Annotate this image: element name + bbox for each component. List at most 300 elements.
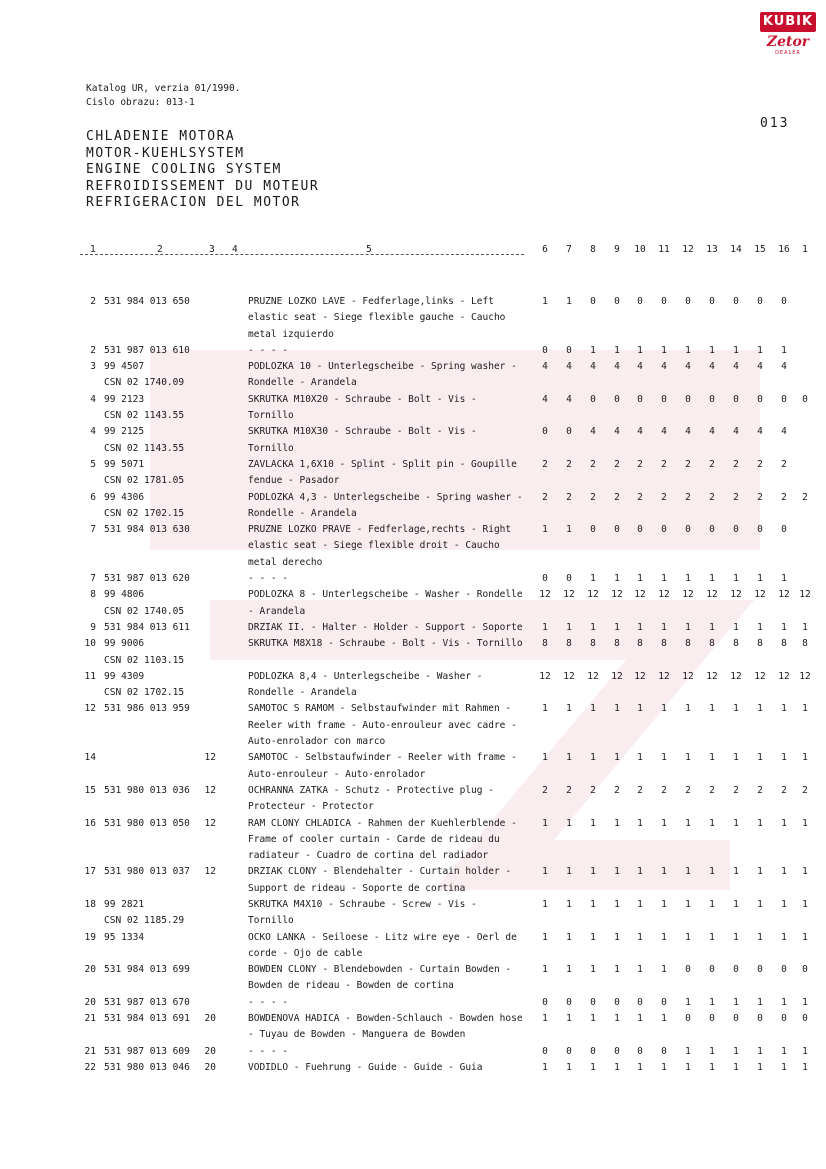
quantity-cell: 1 bbox=[685, 866, 691, 878]
quantity-cell: 1 bbox=[566, 817, 572, 829]
position-number: 16 bbox=[84, 817, 96, 829]
quantity-cell: 1 bbox=[566, 964, 572, 976]
table-row bbox=[0, 457, 826, 490]
part-number: 531 987 013 609 bbox=[104, 1045, 190, 1057]
part-number: 99 4309 bbox=[104, 670, 145, 682]
quantity-cell: 1 bbox=[802, 817, 808, 829]
quantity-cell: 1 bbox=[590, 752, 596, 764]
table-row bbox=[0, 571, 826, 587]
table-row bbox=[0, 1060, 826, 1076]
quantity-cell: 1 bbox=[566, 296, 572, 307]
quantity-cell: 8 bbox=[757, 638, 763, 650]
quantity-cell: 1 bbox=[542, 898, 548, 910]
position-number: 7 bbox=[90, 573, 96, 585]
quantity-cell: 4 bbox=[590, 361, 596, 373]
quantity-cell: 12 bbox=[730, 589, 742, 601]
quantity-cell: 2 bbox=[637, 784, 643, 796]
title-sk: CHLADENIE MOTORA bbox=[86, 129, 236, 144]
quantity-cell: 1 bbox=[802, 1061, 808, 1073]
table-row bbox=[0, 1044, 826, 1060]
quantity-cell: 1 bbox=[685, 573, 691, 585]
quantity-cell: 1 bbox=[781, 621, 787, 633]
quantity-cell: 0 bbox=[637, 524, 643, 536]
quantity-cell: 0 bbox=[566, 426, 572, 438]
part-description: DRZIAK II. - Halter - Holder - Support - Soporte bbox=[248, 621, 523, 633]
quantity-cell: 8 bbox=[661, 638, 667, 650]
csn-standard: CSN 02 1103.15 bbox=[104, 654, 185, 666]
quantity-cell: 1 bbox=[614, 703, 620, 715]
table-row bbox=[0, 522, 826, 571]
quantity-cell: 1 bbox=[614, 817, 620, 829]
reference-position: 20 bbox=[204, 1013, 216, 1025]
header-qty: 9 bbox=[614, 244, 620, 255]
quantity-cell: 1 bbox=[709, 866, 715, 878]
quantity-cell: 8 bbox=[566, 638, 572, 650]
csn-standard: CSN 02 1143.55 bbox=[104, 410, 185, 422]
quantity-cell: 1 bbox=[590, 621, 596, 633]
quantity-cell: 0 bbox=[566, 344, 572, 356]
csn-standard: CSN 02 1781.05 bbox=[104, 475, 185, 487]
quantity-cell: 2 bbox=[590, 458, 596, 470]
figure-number: Cislo obrazu: 013-1 bbox=[86, 97, 195, 108]
quantity-cell: 1 bbox=[542, 1061, 548, 1073]
quantity-cell: 1 bbox=[802, 898, 808, 910]
quantity-cell: 1 bbox=[661, 573, 667, 585]
part-number: 531 984 013 699 bbox=[104, 964, 190, 976]
part-number: 99 5071 bbox=[104, 458, 145, 470]
quantity-cell: 2 bbox=[781, 784, 787, 796]
quantity-cell: 1 bbox=[733, 703, 739, 715]
quantity-cell: 0 bbox=[637, 996, 643, 1008]
quantity-cell: 1 bbox=[781, 703, 787, 715]
quantity-cell: 2 bbox=[566, 491, 572, 503]
quantity-cell: 1 bbox=[709, 931, 715, 943]
table-row bbox=[0, 392, 826, 425]
part-number: 531 984 013 691 bbox=[104, 1013, 190, 1025]
part-number: 99 4507 bbox=[104, 361, 145, 373]
quantity-cell: 0 bbox=[590, 393, 596, 405]
quantity-cell: 0 bbox=[781, 964, 787, 976]
quantity-cell: 2 bbox=[733, 491, 739, 503]
quantity-cell: 0 bbox=[614, 1045, 620, 1057]
quantity-cell: 1 bbox=[661, 931, 667, 943]
quantity-cell: 2 bbox=[614, 784, 620, 796]
quantity-cell: 12 bbox=[563, 670, 575, 682]
quantity-cell: 0 bbox=[685, 296, 691, 307]
part-number: 99 4806 bbox=[104, 589, 145, 601]
quantity-cell: 0 bbox=[542, 573, 548, 585]
position-number: 12 bbox=[84, 703, 96, 715]
header-dashed-line bbox=[80, 254, 524, 255]
quantity-cell: 4 bbox=[757, 426, 763, 438]
quantity-cell: 1 bbox=[637, 898, 643, 910]
quantity-cell: 1 bbox=[661, 703, 667, 715]
part-description: SKRUTKA M10X20 - Schraube - Bolt - Vis - Tornillo bbox=[248, 393, 477, 422]
quantity-cell: 4 bbox=[733, 426, 739, 438]
quantity-cell: 1 bbox=[542, 1013, 548, 1025]
quantity-cell: 4 bbox=[685, 361, 691, 373]
quantity-cell: 1 bbox=[757, 1045, 763, 1057]
quantity-cell: 12 bbox=[778, 670, 790, 682]
quantity-cell: 1 bbox=[781, 898, 787, 910]
part-description: BOWDEN CLONY - Blendebowden - Curtain Bowden - Bowden de rideau - Bowden de cortina bbox=[248, 964, 512, 992]
quantity-cell: 1 bbox=[542, 703, 548, 715]
quantity-cell: 8 bbox=[637, 638, 643, 650]
quantity-cell: 1 bbox=[637, 703, 643, 715]
quantity-cell: 1 bbox=[757, 573, 763, 585]
table-row bbox=[0, 620, 826, 636]
quantity-cell: 1 bbox=[781, 817, 787, 829]
quantity-cell: 1 bbox=[614, 931, 620, 943]
quantity-cell: 0 bbox=[709, 964, 715, 976]
logo-zetor: Zetor bbox=[766, 34, 810, 50]
quantity-cell: 0 bbox=[542, 996, 548, 1008]
quantity-cell: 0 bbox=[614, 996, 620, 1008]
quantity-cell: 12 bbox=[799, 589, 811, 601]
quantity-cell: 1 bbox=[757, 931, 763, 943]
part-number: 531 980 013 037 bbox=[104, 866, 190, 878]
header-qty: 13 bbox=[706, 244, 718, 255]
quantity-cell: 1 bbox=[781, 344, 787, 356]
quantity-cell: 1 bbox=[757, 752, 763, 764]
table-header bbox=[0, 244, 826, 258]
quantity-cell: 12 bbox=[587, 670, 599, 682]
part-number: 531 987 013 670 bbox=[104, 996, 190, 1008]
quantity-cell: 2 bbox=[542, 784, 548, 796]
header-qty: 14 bbox=[730, 244, 742, 255]
quantity-cell: 1 bbox=[614, 344, 620, 356]
quantity-cell: 1 bbox=[614, 964, 620, 976]
quantity-cell: 1 bbox=[661, 964, 667, 976]
quantity-cell: 2 bbox=[781, 491, 787, 503]
part-description: - - - - bbox=[248, 573, 289, 585]
quantity-cell: 12 bbox=[799, 670, 811, 682]
quantity-cell: 1 bbox=[566, 866, 572, 878]
quantity-cell: 1 bbox=[757, 703, 763, 715]
quantity-cell: 0 bbox=[566, 573, 572, 585]
quantity-cell: 12 bbox=[539, 670, 551, 682]
quantity-cell: 12 bbox=[539, 589, 551, 601]
quantity-cell: 0 bbox=[590, 524, 596, 536]
csn-standard: CSN 02 1702.15 bbox=[104, 507, 185, 519]
section-titles bbox=[86, 129, 319, 212]
quantity-cell: 2 bbox=[733, 784, 739, 796]
part-description: SKRUTKA M4X10 - Schraube - Screw - Vis - Tornillo bbox=[248, 898, 477, 927]
quantity-cell: 1 bbox=[590, 1013, 596, 1025]
quantity-cell: 1 bbox=[637, 866, 643, 878]
quantity-cell: 1 bbox=[757, 344, 763, 356]
reference-position: 20 bbox=[204, 1061, 216, 1073]
part-number: 531 984 013 630 bbox=[104, 524, 190, 536]
quantity-cell: 12 bbox=[634, 670, 646, 682]
table-row bbox=[0, 587, 826, 620]
table-row bbox=[0, 359, 826, 392]
quantity-cell: 12 bbox=[754, 589, 766, 601]
quantity-cell: 1 bbox=[733, 996, 739, 1008]
quantity-cell: 0 bbox=[685, 964, 691, 976]
quantity-cell: 2 bbox=[590, 784, 596, 796]
quantity-cell: 0 bbox=[685, 1013, 691, 1025]
quantity-cell: 1 bbox=[733, 898, 739, 910]
quantity-cell: 0 bbox=[757, 1013, 763, 1025]
quantity-cell: 1 bbox=[661, 1061, 667, 1073]
table-row bbox=[0, 636, 826, 669]
quantity-cell: 1 bbox=[733, 621, 739, 633]
quantity-cell: 2 bbox=[685, 458, 691, 470]
quantity-cell: 2 bbox=[802, 784, 808, 796]
quantity-cell: 1 bbox=[733, 931, 739, 943]
quantity-cell: 1 bbox=[542, 621, 548, 633]
table-row bbox=[0, 750, 826, 783]
quantity-cell: 4 bbox=[614, 361, 620, 373]
quantity-cell: 0 bbox=[566, 1045, 572, 1057]
quantity-cell: 1 bbox=[781, 866, 787, 878]
quantity-cell: 2 bbox=[757, 491, 763, 503]
quantity-cell: 8 bbox=[709, 638, 715, 650]
quantity-cell: 1 bbox=[802, 866, 808, 878]
quantity-cell: 1 bbox=[637, 1013, 643, 1025]
quantity-cell: 12 bbox=[682, 670, 694, 682]
quantity-cell: 1 bbox=[733, 1061, 739, 1073]
quantity-cell: 1 bbox=[733, 817, 739, 829]
quantity-cell: 0 bbox=[661, 393, 667, 405]
quantity-cell: 2 bbox=[614, 458, 620, 470]
position-number: 3 bbox=[90, 361, 96, 373]
table-row bbox=[0, 669, 826, 702]
quantity-cell: 1 bbox=[661, 1013, 667, 1025]
quantity-cell: 1 bbox=[685, 703, 691, 715]
quantity-cell: 8 bbox=[542, 638, 548, 650]
quantity-cell: 0 bbox=[733, 296, 739, 307]
part-number: 99 9006 bbox=[104, 638, 145, 650]
catalog-version: Katalog UR, verzia 01/1990. bbox=[86, 83, 241, 94]
quantity-cell: 0 bbox=[757, 296, 763, 307]
quantity-cell: 1 bbox=[757, 996, 763, 1008]
quantity-cell: 1 bbox=[661, 752, 667, 764]
quantity-cell: 1 bbox=[614, 573, 620, 585]
quantity-cell: 1 bbox=[709, 996, 715, 1008]
title-fr: REFROIDISSEMENT DU MOTEUR bbox=[86, 178, 320, 194]
table-row bbox=[0, 995, 826, 1011]
quantity-cell: 1 bbox=[781, 1061, 787, 1073]
quantity-cell: 1 bbox=[757, 1061, 763, 1073]
quantity-cell: 1 bbox=[709, 703, 715, 715]
quantity-cell: 1 bbox=[661, 621, 667, 633]
quantity-cell: 4 bbox=[590, 426, 596, 438]
part-number: 531 987 013 620 bbox=[104, 573, 190, 585]
quantity-cell: 1 bbox=[685, 898, 691, 910]
position-number: 20 bbox=[84, 996, 96, 1008]
parts-table bbox=[0, 294, 826, 1076]
quantity-cell: 0 bbox=[637, 296, 643, 307]
position-number: 4 bbox=[90, 426, 96, 438]
quantity-cell: 1 bbox=[590, 866, 596, 878]
quantity-cell: 4 bbox=[637, 426, 643, 438]
quantity-cell: 1 bbox=[709, 898, 715, 910]
position-number: 5 bbox=[90, 458, 96, 470]
position-number: 11 bbox=[84, 670, 96, 682]
table-row bbox=[0, 490, 826, 523]
quantity-cell: 0 bbox=[757, 393, 763, 405]
quantity-cell: 1 bbox=[566, 621, 572, 633]
position-number: 15 bbox=[84, 784, 96, 796]
quantity-cell: 4 bbox=[542, 361, 548, 373]
quantity-cell: 0 bbox=[661, 996, 667, 1008]
quantity-cell: 0 bbox=[590, 996, 596, 1008]
position-number: 7 bbox=[90, 524, 96, 536]
header-col-3: 3 bbox=[209, 244, 215, 255]
quantity-cell: 8 bbox=[685, 638, 691, 650]
quantity-cell: 4 bbox=[566, 361, 572, 373]
quantity-cell: 1 bbox=[614, 898, 620, 910]
table-row bbox=[0, 701, 826, 750]
part-number: 99 4306 bbox=[104, 491, 145, 503]
quantity-cell: 1 bbox=[542, 866, 548, 878]
quantity-cell: 2 bbox=[590, 491, 596, 503]
quantity-cell: 1 bbox=[566, 898, 572, 910]
quantity-cell: 12 bbox=[563, 589, 575, 601]
quantity-cell: 2 bbox=[781, 458, 787, 470]
table-row bbox=[0, 816, 826, 865]
quantity-cell: 12 bbox=[706, 589, 718, 601]
quantity-cell: 1 bbox=[566, 752, 572, 764]
quantity-cell: 1 bbox=[802, 703, 808, 715]
quantity-cell: 1 bbox=[685, 752, 691, 764]
quantity-cell: 12 bbox=[611, 670, 623, 682]
quantity-cell: 1 bbox=[709, 1045, 715, 1057]
quantity-cell: 1 bbox=[733, 752, 739, 764]
logo-dealer: DEALER bbox=[775, 50, 801, 56]
quantity-cell: 0 bbox=[733, 964, 739, 976]
quantity-cell: 4 bbox=[661, 426, 667, 438]
table-row bbox=[0, 1011, 826, 1044]
header-qty: 11 bbox=[658, 244, 670, 255]
quantity-cell: 1 bbox=[590, 931, 596, 943]
quantity-cell: 0 bbox=[542, 1045, 548, 1057]
quantity-cell: 0 bbox=[614, 524, 620, 536]
quantity-cell: 0 bbox=[781, 393, 787, 405]
quantity-cell: 0 bbox=[685, 524, 691, 536]
part-description: PODLOZKA 4,3 - Unterlegscheibe - Spring washer - Rondelle - Arandela bbox=[248, 491, 523, 519]
quantity-cell: 1 bbox=[802, 996, 808, 1008]
quantity-cell: 1 bbox=[661, 866, 667, 878]
quantity-cell: 1 bbox=[590, 344, 596, 356]
quantity-cell: 1 bbox=[685, 1061, 691, 1073]
quantity-cell: 0 bbox=[781, 296, 787, 307]
quantity-cell: 0 bbox=[685, 393, 691, 405]
quantity-cell: 1 bbox=[709, 752, 715, 764]
quantity-cell: 2 bbox=[709, 491, 715, 503]
quantity-cell: 2 bbox=[566, 458, 572, 470]
quantity-cell: 1 bbox=[685, 621, 691, 633]
quantity-cell: 4 bbox=[685, 426, 691, 438]
part-description: VODIDLO - Fuehrung - Guide - Guide - Guia bbox=[248, 1061, 483, 1073]
quantity-cell: 1 bbox=[802, 931, 808, 943]
part-description: BOWDENOVA HADICA - Bowden-Schlauch - Bowden hose - Tuyau de Bowden - Manguera de Bowden bbox=[248, 1013, 523, 1041]
table-row bbox=[0, 343, 826, 359]
quantity-cell: 1 bbox=[614, 866, 620, 878]
quantity-cell: 1 bbox=[637, 817, 643, 829]
part-number: 531 980 013 050 bbox=[104, 817, 190, 829]
table-row bbox=[0, 962, 826, 995]
quantity-cell: 1 bbox=[757, 817, 763, 829]
part-description: DRZIAK CLONY - Blendehalter - Curtain holder - Support de rideau - Soporte de cortina bbox=[248, 866, 512, 894]
header-qty: 7 bbox=[566, 244, 572, 255]
header-qty: 8 bbox=[590, 244, 596, 255]
catalog-info bbox=[86, 82, 240, 110]
quantity-cell: 1 bbox=[709, 621, 715, 633]
quantity-cell: 1 bbox=[733, 344, 739, 356]
quantity-cell: 0 bbox=[661, 1045, 667, 1057]
position-number: 6 bbox=[90, 491, 96, 503]
quantity-cell: 0 bbox=[733, 1013, 739, 1025]
quantity-cell: 0 bbox=[590, 296, 596, 307]
quantity-cell: 1 bbox=[614, 621, 620, 633]
reference-position: 12 bbox=[204, 866, 216, 878]
quantity-cell: 1 bbox=[733, 866, 739, 878]
quantity-cell: 1 bbox=[590, 703, 596, 715]
part-description: ZAVLACKA 1,6X10 - Splint - Split pin - Goupille fendue - Pasador bbox=[248, 458, 517, 487]
header-qty: 12 bbox=[682, 244, 694, 255]
page-number: 013 bbox=[760, 116, 790, 131]
position-number: 17 bbox=[84, 866, 96, 878]
quantity-cell: 1 bbox=[733, 1045, 739, 1057]
header-col-5: 5 bbox=[366, 244, 372, 255]
quantity-cell: 0 bbox=[590, 1045, 596, 1057]
quantity-cell: 0 bbox=[637, 393, 643, 405]
quantity-cell: 1 bbox=[542, 524, 548, 536]
quantity-cell: 8 bbox=[614, 638, 620, 650]
part-number: 531 984 013 611 bbox=[104, 621, 190, 633]
quantity-cell: 2 bbox=[757, 784, 763, 796]
position-number: 18 bbox=[84, 898, 96, 910]
quantity-cell: 0 bbox=[542, 344, 548, 356]
quantity-cell: 1 bbox=[781, 573, 787, 585]
quantity-cell: 4 bbox=[733, 361, 739, 373]
part-description: PRUZNE LOZKO PRAVE - Fedferlage,rechts - Right elastic seat - Siege flexible droit - Caucho metal derecho bbox=[248, 524, 512, 568]
quantity-cell: 4 bbox=[542, 393, 548, 405]
quantity-cell: 0 bbox=[781, 524, 787, 536]
part-description: OCKO LANKA - Seiloese - Litz wire eye - Oerl de corde - Ojo de cable bbox=[248, 931, 517, 959]
part-description: PODLOZKA 8 - Unterlegscheibe - Washer - Rondelle - Arandela bbox=[248, 589, 523, 617]
quantity-cell: 1 bbox=[590, 964, 596, 976]
part-description: OCHRANNA ZATKA - Schutz - Protective plug - Protecteur - Protector bbox=[248, 784, 494, 813]
quantity-cell: 2 bbox=[757, 458, 763, 470]
quantity-cell: 1 bbox=[709, 1061, 715, 1073]
part-number: 531 984 013 650 bbox=[104, 296, 190, 307]
quantity-cell: 1 bbox=[685, 996, 691, 1008]
part-number: 531 980 013 036 bbox=[104, 784, 190, 796]
quantity-cell: 0 bbox=[614, 393, 620, 405]
quantity-cell: 1 bbox=[685, 931, 691, 943]
reference-position: 20 bbox=[204, 1045, 216, 1057]
quantity-cell: 4 bbox=[709, 361, 715, 373]
quantity-cell: 8 bbox=[802, 638, 808, 650]
quantity-cell: 12 bbox=[611, 589, 623, 601]
position-number: 10 bbox=[84, 638, 96, 650]
quantity-cell: 12 bbox=[706, 670, 718, 682]
quantity-cell: 0 bbox=[781, 1013, 787, 1025]
quantity-cell: 1 bbox=[637, 931, 643, 943]
quantity-cell: 1 bbox=[781, 931, 787, 943]
part-description: RAM CLONY CHLADICA - Rahmen der Kuehlerblende - Frame of cooler curtain - Carde de rideau du radiateur - Cuadro de cortina del radiador bbox=[248, 817, 517, 862]
csn-standard: CSN 02 1143.55 bbox=[104, 442, 185, 454]
quantity-cell: 2 bbox=[685, 491, 691, 503]
quantity-cell: 0 bbox=[802, 1013, 808, 1025]
quantity-cell: 12 bbox=[730, 670, 742, 682]
quantity-cell: 1 bbox=[614, 1013, 620, 1025]
quantity-cell: 1 bbox=[802, 752, 808, 764]
